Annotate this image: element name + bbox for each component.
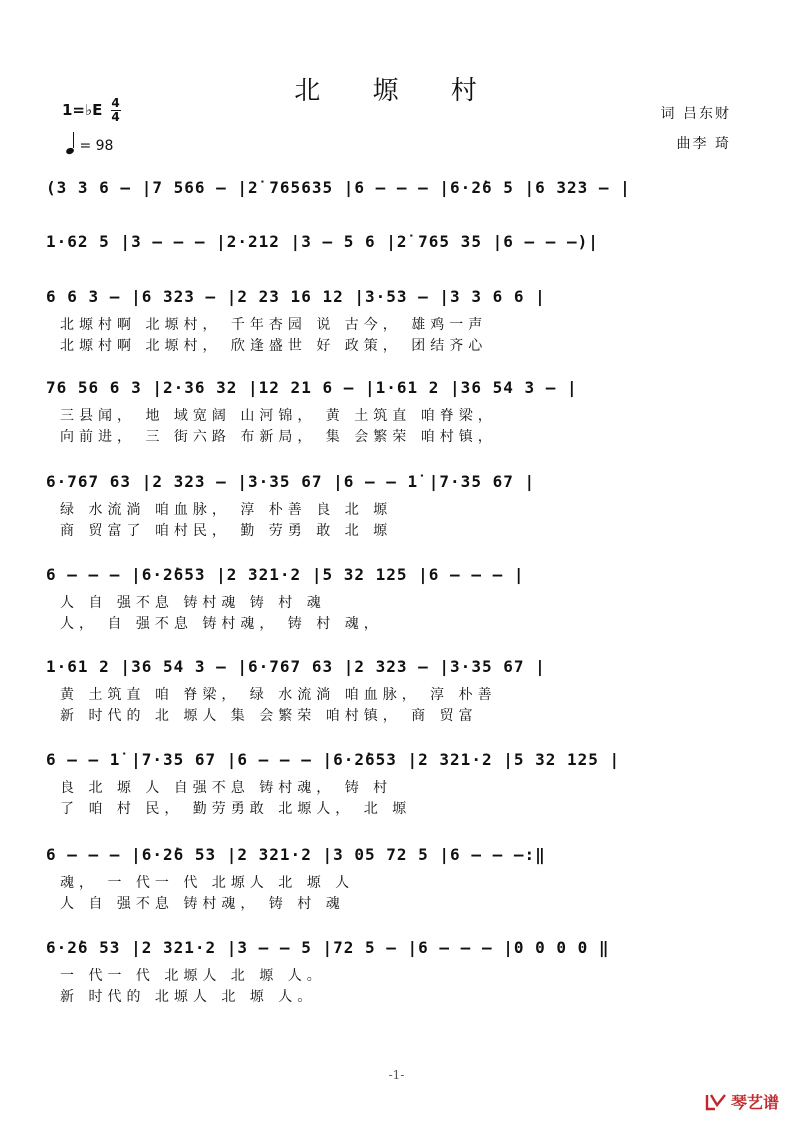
staff-line-10: 6·2̇6 53 |2 321·2 |3 – – 5 |72 5 – |6 – – – |0 0 0 0 ‖: [46, 938, 610, 957]
lyric-line-8b: 新 时代的 北塬人 北 塬 人。: [60, 989, 317, 1005]
lyric-line-8a: 一 代一 代 北塬人 北 塬 人。: [60, 968, 326, 984]
lyric-line-7b: 人 自 强不息 铸村魂， 铸 村 魂: [60, 896, 345, 912]
time-signature: [111, 98, 121, 123]
song-title: 北 塬 村: [294, 76, 499, 106]
lyric-line-2a: 三县闻， 地 域宽阔 山河锦， 黄 土筑直 咱脊梁，: [60, 408, 497, 424]
quarter-note-icon: [65, 147, 75, 155]
staff-line-6: 6 – – – |6·2̇653 |2 321·2 |5 32 125 |6 – – – |: [46, 565, 525, 584]
staff-line-1: (3 3 6 – |7 566 – |2̇ 765635 |6 – – – |6·2̇6 5 |6 323 – |: [46, 178, 631, 197]
key-text: 1=♭E: [62, 101, 103, 119]
lyric-line-2b: 向前进， 三 街六路 布新局， 集 会繁荣 咱村镇，: [60, 429, 497, 445]
lyric-line-1b: 北塬村啊 北塬村， 欣逢盛世 好 政策， 团结齐心: [60, 338, 488, 354]
lyric-line-3b: 商 贸富了 咱村民， 勤 劳勇 敢 北 塬: [60, 523, 393, 539]
lyric-line-4b: 人， 自 强不息 铸村魂， 铸 村 魂，: [60, 616, 383, 632]
staff-line-2: 1·62 5 |3 – – – |2·212 |3 – 5 6 |2̇ 765 35 |6 – – –)|: [46, 232, 599, 251]
page-number: -1-: [388, 1068, 405, 1082]
lyric-line-3a: 绿 水流淌 咱血脉， 淳 朴善 良 北 塬: [60, 502, 393, 518]
staff-line-5: 6·767 63 |2 323 – |3·35 67 |6 – – 1̇ |7·35 67 |: [46, 472, 536, 491]
time-bottom: 4: [111, 110, 120, 124]
lyricist-credit: 词 吕东财: [660, 106, 731, 122]
logo-text: 琴艺谱: [730, 1093, 779, 1112]
composer-credit: 曲李 琦: [676, 136, 731, 152]
time-top: 4: [111, 96, 120, 110]
staff-line-9: 6 – – – |6·2̇6 53 |2 321·2 |3 05 72 5 |6 – – –:‖: [46, 845, 546, 864]
site-logo[interactable]: [705, 1090, 779, 1113]
lyric-line-5a: 黄 土筑直 咱 脊梁， 绿 水流淌 咱血脉， 淳 朴善: [60, 687, 497, 703]
lyric-line-1a: 北塬村啊 北塬村， 千年杏园 说 古今， 雄鸡一声: [60, 317, 488, 333]
key-signature: [62, 98, 121, 123]
lyric-line-5b: 新 时代的 北 塬人 集 会繁荣 咱村镇， 商 贸富: [60, 708, 478, 724]
staff-line-8: 6 – – 1̇ |7·35 67 |6 – – – |6·2̇653 |2 321·2 |5 32 125 |: [46, 750, 621, 769]
logo-icon: [705, 1093, 727, 1111]
lyric-line-6a: 良 北 塬 人 自强不息 铸村魂， 铸 村: [60, 780, 393, 796]
lyric-line-4a: 人 自 强不息 铸村魂 铸 村 魂: [60, 595, 326, 611]
tempo-marking: [66, 134, 113, 154]
lyric-line-7a: 魂， 一 代一 代 北塬人 北 塬 人: [60, 875, 355, 891]
staff-line-4: 76 56 6 3 |2·36 32 |12 21 6 – |1·61 2 |36 54 3 – |: [46, 378, 578, 397]
tempo-value: = 98: [79, 138, 114, 154]
staff-line-3: 6 6 3 – |6 323 – |2 23 16 12 |3·53 – |3 3 6 6 |: [46, 287, 546, 306]
lyric-line-6b: 了 咱 村 民， 勤劳勇敢 北塬人， 北 塬: [60, 801, 412, 817]
staff-line-7: 1·61 2 |36 54 3 – |6·767 63 |2 323 – |3·35 67 |: [46, 657, 546, 676]
